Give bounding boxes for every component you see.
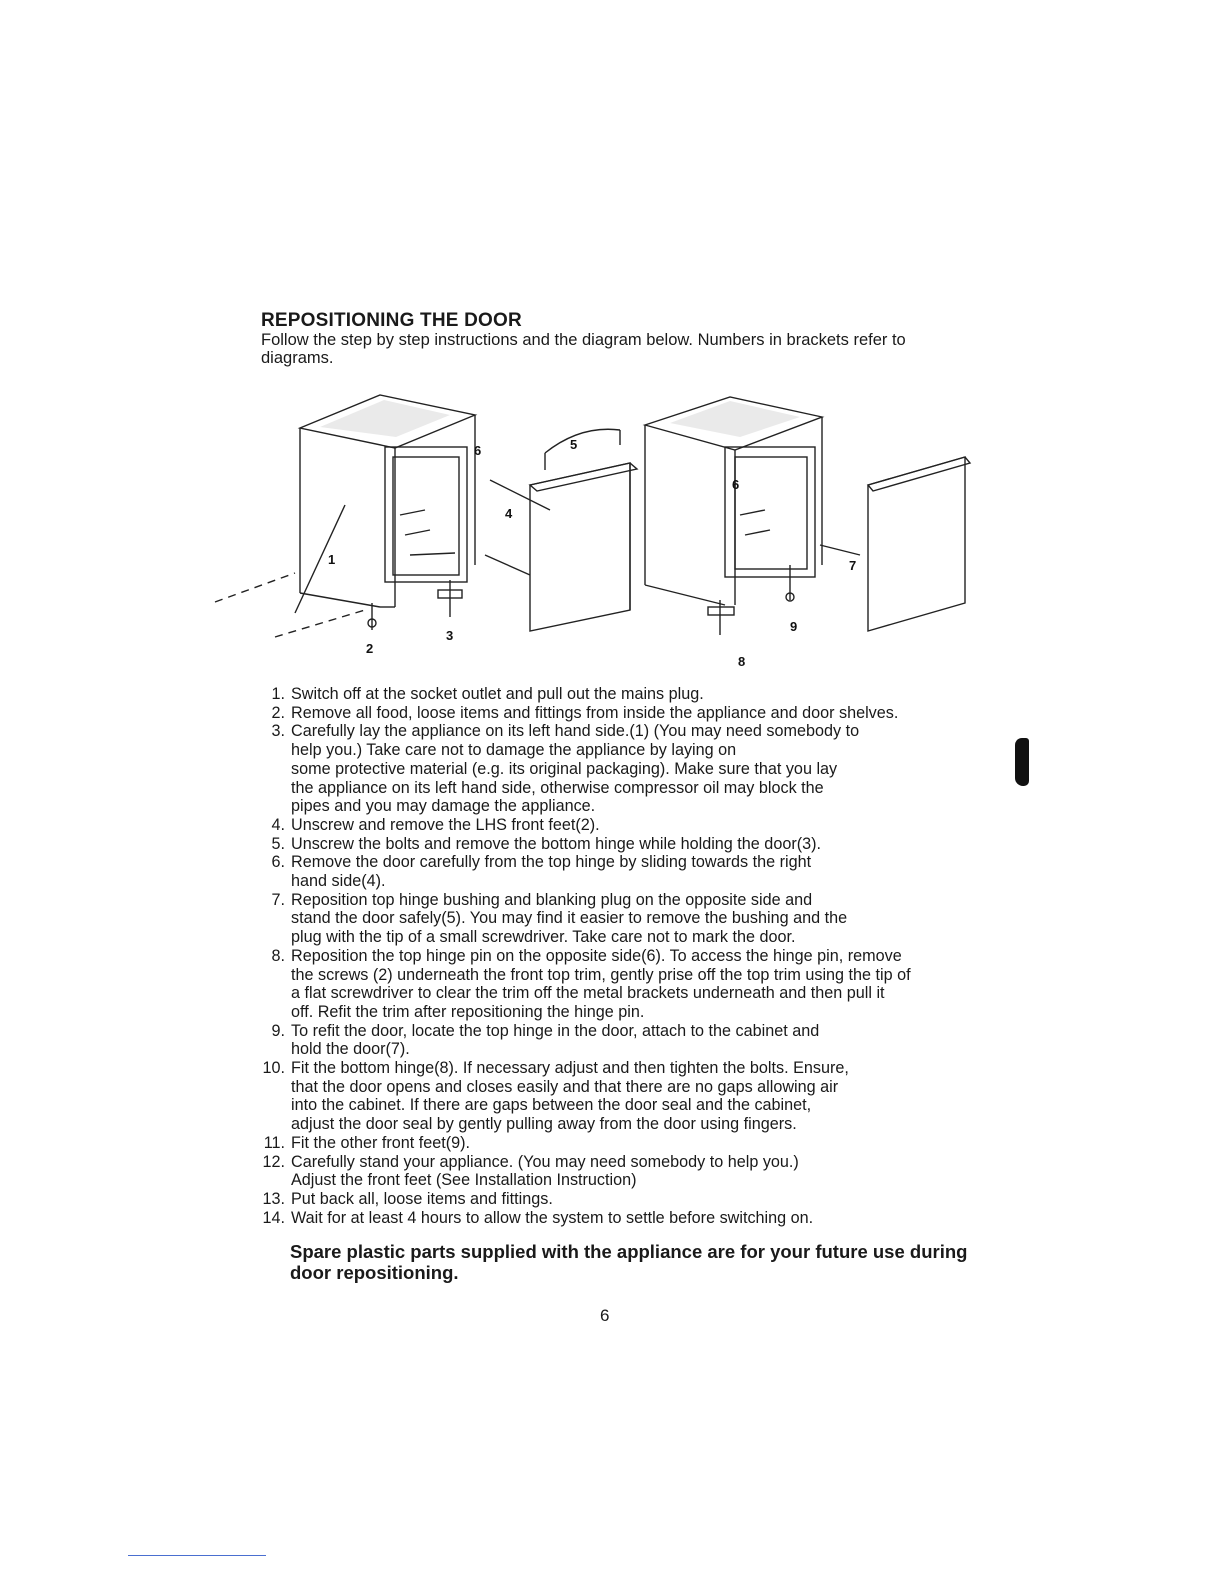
door-refit-illustration: [868, 457, 970, 631]
list-item: 7. Reposition top hinge bushing and blanking plug on the opposite side and stand the door safely(5). You may find it easier to remove the bushing and the plug with the tip of a small screwdriver. Take care not to mark the door.: [271, 890, 848, 947]
callout-7: 7: [849, 558, 857, 573]
list-item: 9. To refit the door, locate the top hinge in the door, attach to the cabinet and hold the door(7).: [271, 1021, 820, 1059]
list-item: 14. Wait for at least 4 hours to allow the system to settle before switching on.: [262, 1208, 814, 1227]
list-item: 1. Switch off at the socket outlet and pull out the mains plug.: [271, 685, 704, 703]
callout-8: 8: [738, 654, 746, 669]
list-item: 11. Fit the other front feet(9).: [263, 1133, 471, 1152]
door-repositioning-diagram: [200, 385, 990, 675]
callout-1: 1: [328, 552, 336, 567]
list-item: 3. Carefully lay the appliance on its left hand side.(1) (You may need somebody to help you.) Take care not to damage the appliance by laying on some protective material (e.g. its original packaging). Make sure that you lay the appliance on its left hand side, otherwise compressor oil may block the pipes and you may damage the appliance.: [271, 722, 860, 816]
callout-4: 4: [505, 506, 513, 521]
list-item: 10. Fit the bottom hinge(8). If necessary adjust and then tighten the bolts. Ensure, that the door opens and closes easily and that there are no gaps allowing air into the cabinet. If there are gaps between the door seal and the cabinet, adjust the door seal by gently pulling away from the door using fingers.: [262, 1059, 849, 1134]
section-heading: REPOSITIONING THE DOOR: [261, 310, 522, 331]
list-item: 6. Remove the door carefully from the top hinge by sliding towards the right hand side(4).: [271, 853, 812, 891]
callout-6a: 6: [474, 443, 482, 458]
list-item: 12. Carefully stand your appliance. (You may need somebody to help you.) Adjust the front feet (See Installation Instruction): [262, 1152, 799, 1190]
margin-ink-mark: [1015, 738, 1029, 786]
footnote-rule: [128, 1555, 266, 1556]
list-item: 8. Reposition the top hinge pin on the opposite side(6). To access the hinge pin, remove the screws (2) underneath the front top trim, gently prise off the top trim using the tip of a flat screwdriver to clear the trim off the metal brackets underneath and then pull it off. Refit the trim after repositioning the hinge pin.: [271, 946, 911, 1021]
callout-6b: 6: [732, 477, 740, 492]
intro-text: Follow the step by step instructions and the diagram below. Numbers in brackets refer to diagrams.: [261, 331, 906, 367]
page-number: 6: [600, 1306, 610, 1325]
list-item: 4. Unscrew and remove the LHS front feet(2).: [271, 815, 600, 834]
spare-parts-note: Spare plastic parts supplied with the appliance are for your future use during door repositioning.: [290, 1241, 968, 1283]
callout-3: 3: [446, 628, 454, 643]
callout-5: 5: [570, 437, 578, 452]
list-item: 5. Unscrew the bolts and remove the bottom hinge while holding the door(3).: [271, 834, 821, 853]
callout-9: 9: [790, 619, 798, 634]
instruction-steps: [255, 685, 1015, 1227]
fridge-left-illustration: [300, 395, 475, 607]
list-item: 2. Remove all food, loose items and fittings from inside the appliance and door shelves.: [271, 703, 899, 722]
callout-2: 2: [366, 641, 374, 656]
list-item: 13. Put back all, loose items and fittings.: [262, 1189, 553, 1208]
door-removed-illustration: [530, 463, 637, 631]
fridge-right-illustration: [645, 397, 822, 605]
